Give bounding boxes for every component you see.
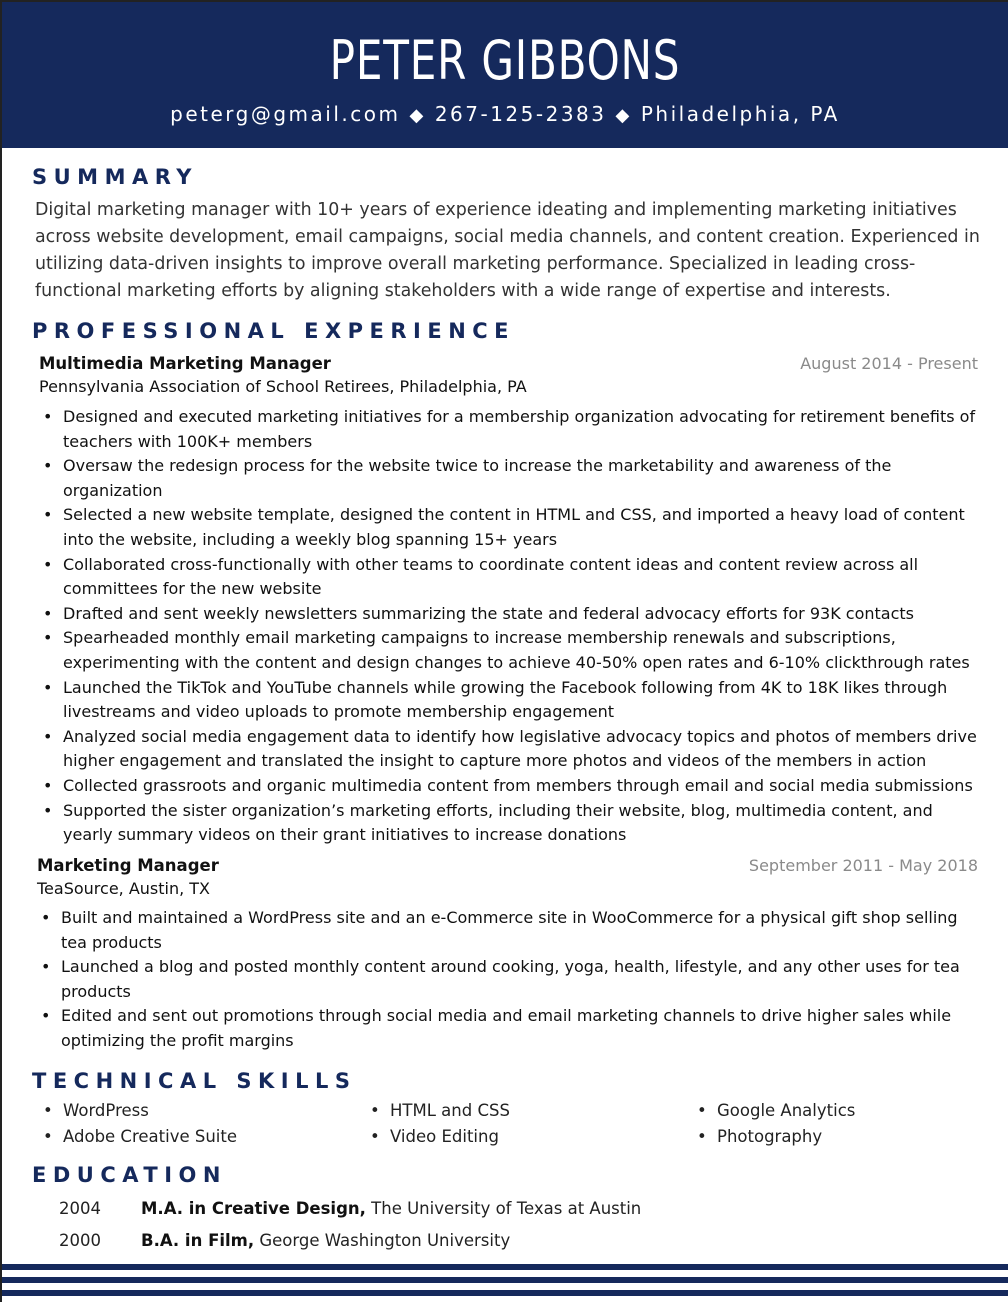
resume-header — [2, 2, 1008, 148]
contact-email: peterg@gmail.com — [170, 102, 401, 126]
footer-stripe — [2, 1264, 1008, 1270]
education-heading: EDUCATION — [32, 1163, 227, 1187]
skill-item: • Photography — [694, 1125, 980, 1150]
job-bullet-list — [39, 405, 984, 848]
list-item: • Selected a new website template, designed the content in HTML and CSS, and imported a heavy load of content into the website, including a weekly blog spanning 15+ years — [39, 503, 984, 552]
skill-item: • Google Analytics — [694, 1099, 980, 1124]
list-item: • Oversaw the redesign process for the website twice to increase the marketability and awareness of the organization — [39, 454, 984, 503]
education-year: 2004 — [59, 1199, 101, 1218]
education-degree: B.A. in Film, — [141, 1231, 255, 1250]
footer-stripe — [2, 1277, 1008, 1283]
education-school: The University of Texas at Austin — [371, 1199, 642, 1218]
skill-item: • WordPress — [40, 1099, 367, 1124]
footer-stripe — [2, 1290, 1008, 1296]
education-entry — [59, 1229, 959, 1253]
list-item: • Built and maintained a WordPress site and an e-Commerce site in WooCommerce for a physical gift shop selling tea products — [37, 906, 982, 955]
contact-line — [2, 101, 1008, 129]
job-organization: Pennsylvania Association of School Retirees, Philadelphia, PA — [39, 377, 527, 396]
skill-item: • HTML and CSS — [367, 1099, 694, 1124]
list-item: • Launched the TikTok and YouTube channels while growing the Facebook following from 4K to 18K likes through livestreams and video uploads to promote membership engagement — [39, 676, 984, 725]
skill-item: • Video Editing — [367, 1125, 694, 1150]
list-item: • Spearheaded monthly email marketing campaigns to increase membership renewals and subscriptions, experimenting with the content and design changes to achieve 40-50% open rates and 6-10% clickthrough rates — [39, 626, 984, 675]
job-bullet-list — [37, 906, 982, 1054]
diamond-separator-icon: ◆ — [409, 105, 426, 126]
diamond-separator-icon: ◆ — [615, 105, 632, 126]
job-organization: TeaSource, Austin, TX — [37, 879, 211, 898]
list-item: • Analyzed social media engagement data to identify how legislative advocacy topics and photos of members drive higher engagement and translated the insight to capture more photos and videos of the members in action — [39, 725, 984, 774]
experience-heading: PROFESSIONAL EXPERIENCE — [32, 319, 516, 343]
list-item: • Edited and sent out promotions through social media and email marketing channels to drive higher sales while optimizing the profit margins — [37, 1004, 982, 1053]
list-item: • Designed and executed marketing initiatives for a membership organization advocating for retirement benefits of teachers with 100K+ members — [39, 405, 984, 454]
summary-text: Digital marketing manager with 10+ years of experience ideating and implementing marketing initiatives across website development, email campaigns, social media channels, and content creation. Experienced in utilizing data-driven insights to improve overall marketing performance. Specialized in leading cross-functional marketing efforts by aligning stakeholders with a wide range of expertise and interests. — [35, 200, 980, 301]
education-degree: M.A. in Creative Design, — [141, 1199, 366, 1218]
skill-item: • Adobe Creative Suite — [40, 1125, 367, 1150]
education-year: 2000 — [59, 1231, 101, 1250]
education-entry — [59, 1197, 959, 1221]
contact-phone: 267-125-2383 — [434, 102, 607, 126]
job-dates: August 2014 - Present — [800, 354, 978, 373]
list-item: • Collected grassroots and organic multimedia content from members through email and social media submissions — [39, 774, 984, 799]
education-school: George Washington University — [259, 1231, 511, 1250]
list-item: • Collaborated cross-functionally with other teams to coordinate content ideas and content review across all committees for the new website — [39, 553, 984, 602]
list-item: • Supported the sister organization’s marketing efforts, including their website, blog, multimedia content, and yearly summary videos on their grant initiatives to increase donations — [39, 799, 984, 848]
job-dates: September 2011 - May 2018 — [748, 856, 978, 875]
applicant-name: PETER GIBBONS — [329, 29, 681, 92]
list-item: • Drafted and sent weekly newsletters summarizing the state and federal advocacy efforts for 93K contacts — [39, 602, 984, 627]
list-item: • Launched a blog and posted monthly content around cooking, yoga, health, lifestyle, and any other uses for tea products — [37, 955, 982, 1004]
skills-heading: TECHNICAL SKILLS — [32, 1069, 357, 1093]
contact-location: Philadelphia, PA — [640, 102, 840, 126]
job-title: Multimedia Marketing Manager — [39, 354, 331, 373]
job-title: Marketing Manager — [37, 856, 219, 875]
summary-heading: SUMMARY — [32, 165, 198, 189]
skills-grid — [40, 1099, 980, 1149]
